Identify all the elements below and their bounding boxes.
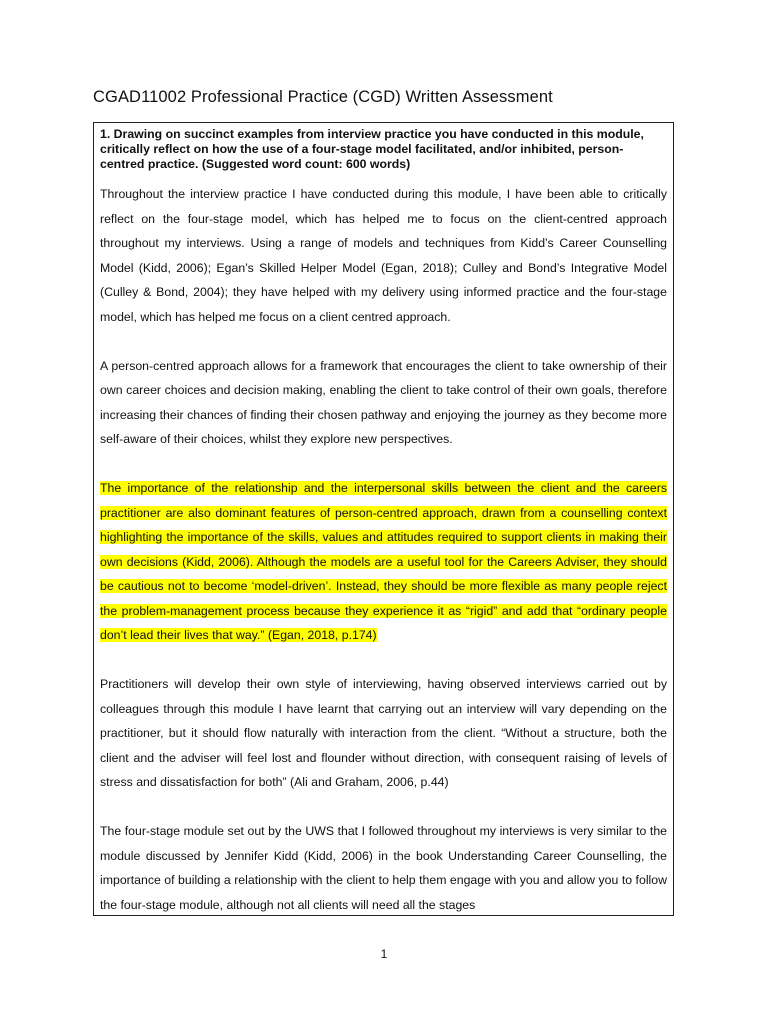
paragraph-2: A person-centred approach allows for a framework that encourages the client to take ownership of their own career choices and decision making, enabling the client to take control of their own goals, therefore increasing their chances of finding their chosen pathway and enjoying the journey as they become more self-aware of their choices, whilst they explore new perspectives. — [100, 358, 667, 446]
paragraph-4: Practitioners will develop their own style of interviewing, having observed interviews carried out by colleagues through this module I have learnt that carrying out an interview will vary depending on the practitioner, but it should flow naturally with interaction from the client. “Without a structure, both the client and the adviser will feel lost and flounder without direction, with consequent raising of levels of stress and dissatisfaction for both” (Ali and Graham, 2006, p.44) — [100, 677, 667, 789]
paragraph-5: The four-stage module set out by the UWS that I followed throughout my interviews is very similar to the module discussed by Jennifer Kidd (Kidd, 2006) in the book Understanding Career Counselling, the importance of building a relationship with the client to help them engage with you and allow you to follow the four-stage module, although not all clients will need all the stages — [100, 824, 667, 912]
answer-body — [100, 182, 667, 916]
paragraph-3-highlighted: The importance of the relationship and the interpersonal skills between the client and the careers practitioner are also dominant features of person-centred approach, drawn from a counselling context highlighting the importance of the skills, values and attitudes required to support clients in making their own decisions (Kidd, 2006). Although the models are a useful tool for the Careers Adviser, they should be cautious not to become ‘model-driven’. Instead, they should be more flexible as many people reject the problem-management process because they experience it as “rigid” and add that “ordinary people don’t lead their lives that way.” (Egan, 2018, p.174) — [100, 481, 667, 642]
page-number: 1 — [380, 947, 388, 961]
answer-box — [93, 122, 674, 916]
page-title: CGAD11002 Professional Practice (CGD) Written Assessment — [93, 88, 553, 106]
question-heading: 1. Drawing on succinct examples from interview practice you have conducted in this module, critically reflect on how the use of a four-stage model facilitated, and/or inhibited, person-centred practice. (Suggested word count: 600 words) — [100, 127, 644, 171]
paragraph-1: Throughout the interview practice I have conducted during this module, I have been able to critically reflect on the four-stage model, which has helped me to focus on the client-centred approach throughout my interviews. Using a range of models and techniques from Kidd’s Career Counselling Model (Kidd, 2006); Egan’s Skilled Helper Model (Egan, 2018); Culley and Bond’s Integrative Model (Culley & Bond, 2004); they have helped with my delivery using informed practice and the four-stage model, which has helped me focus on a client centred approach. — [100, 187, 667, 324]
